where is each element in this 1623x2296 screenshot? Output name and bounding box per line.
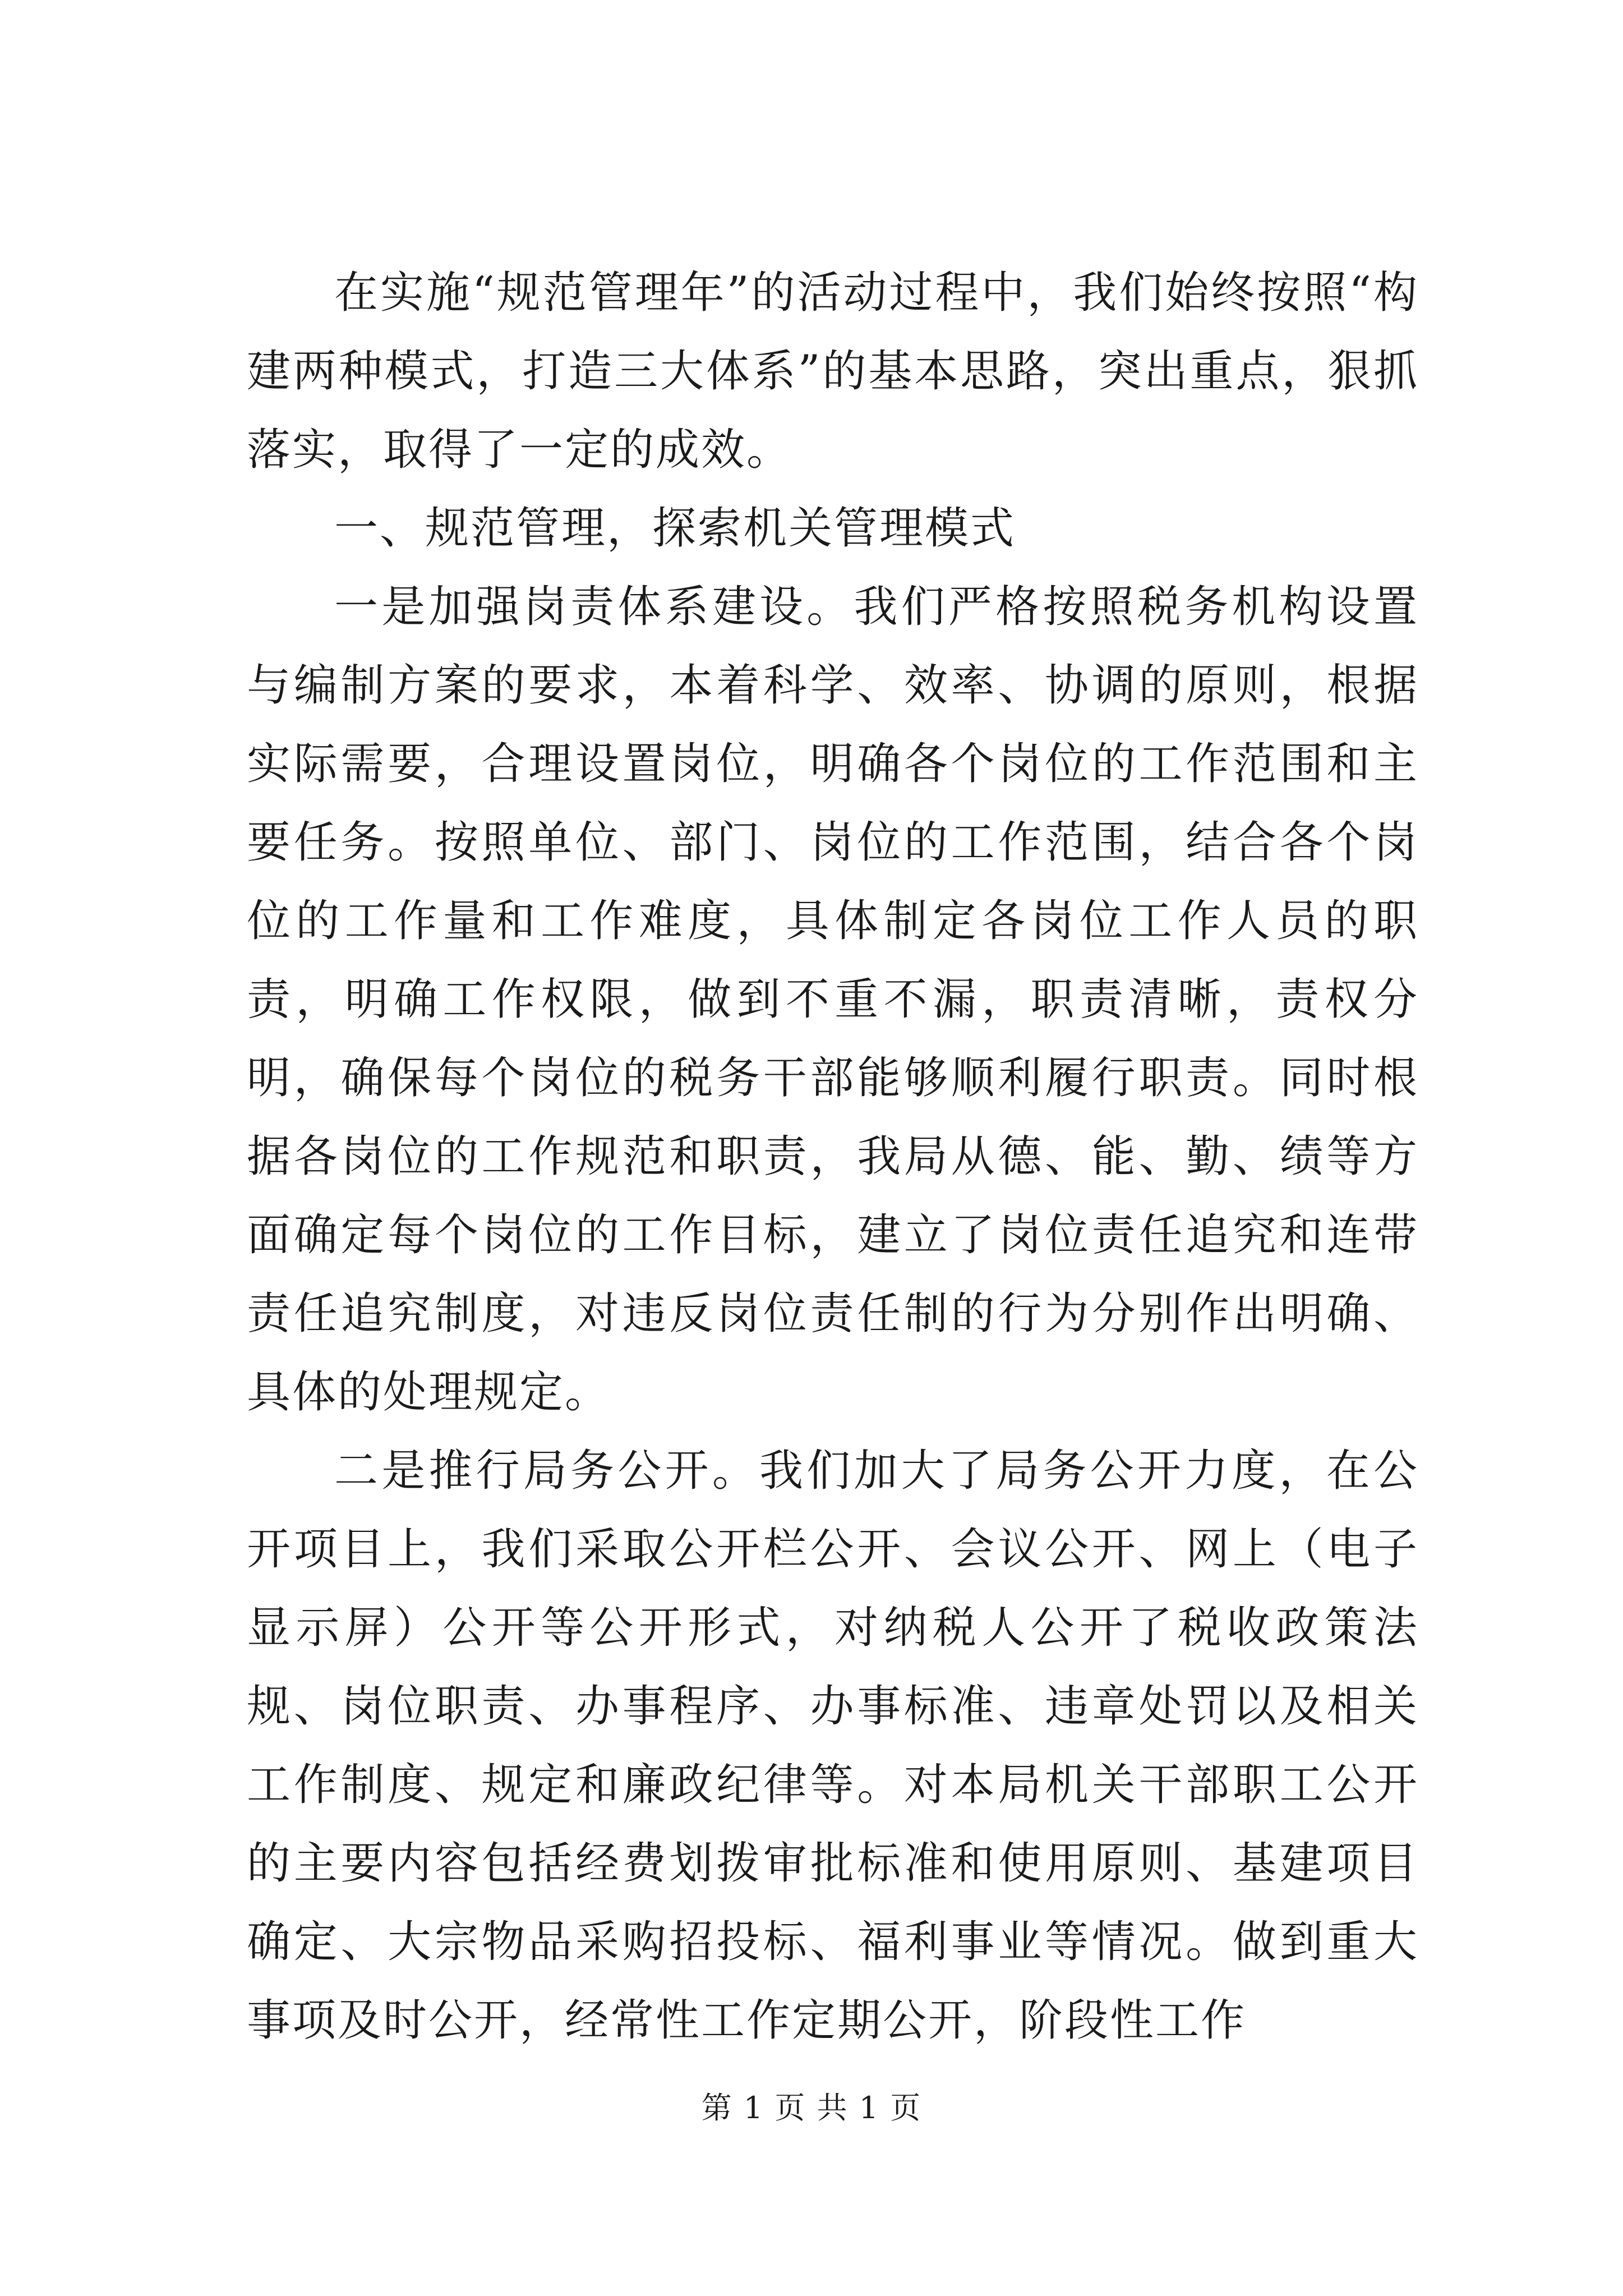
page-footer: 第 1 页 共 1 页 <box>701 2090 922 2125</box>
document-body <box>247 254 1419 2060</box>
body-paragraph: 一是加强岗责体系建设。我们严格按照税务机构设置与编制方案的要求，本着科学、效率、协调的原则，根据实际需要，合理设置岗位，明确各个岗位的工作范围和主要任务。按照单位、部门、岗位的工作范围，结合各个岗位的工作量和工作难度，具体制定各岗位工作人员的职责，明确工作权限，做到不重不漏，职责清晰，责权分明，确保每个岗位的税务干部能够顺利履行职责。同时根据各岗位的工作规范和职责，我局从德、能、勤、绩等方面确定每个岗位的工作目标，建立了岗位责任追究和连带责任追究制度，对违反岗位责任制的行为分别作出明确、具体的处理规定。 <box>247 582 1419 1418</box>
section-heading: 一、规范管理，探索机关管理模式 <box>334 503 1016 554</box>
body-paragraph: 二是推行局务公开。我们加大了局务公开力度，在公开项目上，我们采取公开栏公开、会议公开、网上（电子显示屏）公开等公开形式，对纳税人公开了税收政策法规、岗位职责、办事程序、办事标准、违章处罚以及相关工作制度、规定和廉政纪律等。对本局机关干部职工公开的主要内容包括经费划拨审批标准和使用原则、基建项目确定、大宗物品采购招投标、福利事业等情况。做到重大事项及时公开，经常性工作定期公开，阶段性工作 <box>247 1446 1419 2046</box>
intro-paragraph: 在实施“规范管理年”的活动过程中，我们始终按照“构建两种模式，打造三大体系”的基本思路，突出重点，狠抓落实，取得了一定的成效。 <box>247 268 1419 475</box>
